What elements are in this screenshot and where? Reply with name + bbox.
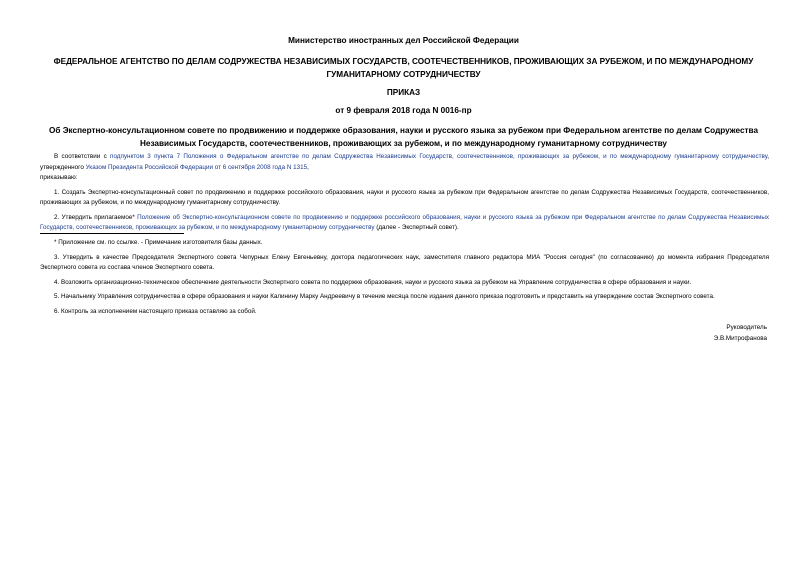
order-body-rest	[40, 238, 769, 321]
preamble-text-end: ,	[307, 163, 309, 171]
footnote-text: * Приложение см. по ссылке. - Примечание изготовителя базы данных.	[54, 239, 263, 246]
signer-title: Руководитель	[726, 324, 767, 331]
preamble-text-mid: , утвержденного	[40, 153, 769, 171]
signer-name: Э.В.Митрофанова	[713, 335, 767, 342]
item-4: 4. Возложить организационно-техническое обеспечение деятельности Экспертного совета по поддержке образования, науки и русского языка за рубежом на Управление сотрудничества в сфере образования и науки.	[54, 278, 692, 286]
footnote-divider	[40, 233, 184, 234]
regulation-document-link[interactable]: Положение об Экспертно-консультационном совете по продвижению и поддержке российского образования, науки и русского языка за рубежом при Федеральном агентстве по делам Содружества Независимых Государств, соотечественников, проживающих за рубежом, и по международному гуманитарному сотрудничеству	[40, 213, 769, 231]
decree-link[interactable]: Указом Президента Российской Федерации от 6 сентября 2008 года N 1315	[85, 163, 308, 171]
order-date: от 9 февраля 2018 года N 0016-пр	[335, 106, 472, 115]
item-2-start: 2. Утвердить прилагаемое*	[54, 213, 138, 221]
order-subject: Об Экспертно-консультационном совете по продвижению и поддержке образования, науки и русского языка за рубежом при Федеральном агентстве по делам Содружества Независимых Государств, соотечественников, проживающих за рубежом, и по международному гуманитарному сотрудничеству	[49, 126, 758, 148]
order-body-main	[40, 152, 769, 238]
ministry-title: Министерство иностранных дел Российской Федерации	[288, 36, 519, 45]
item-2-end: (далее - Экспертный совет).	[374, 224, 459, 231]
item-6: 6. Контроль за исполнением настоящего приказа оставляю за собой.	[54, 307, 257, 315]
regulation-link[interactable]: подпунктом 3 пункта 7 Положения о Федеральном агентстве по делам Содружества Независимых Государств, соотечественников, проживающих за рубежом, и по международному гуманитарному сотрудничеству	[110, 153, 768, 160]
preamble-text-start: В соответствии с	[54, 153, 111, 160]
preamble-paragraph	[40, 152, 769, 173]
signature-block	[714, 322, 767, 344]
order-heading: ПРИКАЗ	[386, 88, 421, 97]
item-5: 5. Начальнику Управления сотрудничества в сфере образования и науки Калинину Марку Андреевичу в течение месяца после издания данного приказа подготовить и представить на утверждение состав Экспертного совета.	[54, 293, 715, 300]
item-1: 1. Создать Экспертно-консультационный совет по продвижению и поддержке российского образования, науки и русского языка за рубежом при Федеральном агентстве по делам Содружества Независимых Государств, соотечественников, проживающих за рубежом, и по международному гуманитарному сотрудничеству.	[40, 188, 769, 206]
item-2	[40, 213, 769, 234]
item-3: 3. Утвердить в качестве Председателя Экспертного совета Чепурных Елену Евгеньевну, доктора педагогических наук, заместителя главного редактора МИА "Россия сегодня" (по согласованию) до момента избрания Председателя Экспертного совета из состава членов Экспертного совета.	[40, 253, 769, 271]
agency-title: ФЕДЕРАЛЬНОЕ АГЕНТСТВО ПО ДЕЛАМ СОДРУЖЕСТВА НЕЗАВИСИМЫХ ГОСУДАРСТВ, СООТЕЧЕСТВЕННИКОВ, ПРОЖИВАЮЩИХ ЗА РУБЕЖОМ, И ПО МЕЖДУНАРОДНОМУ ГУМАНИТАРНОМУ СОТРУДНИЧЕСТВУ	[53, 57, 754, 79]
prikazyvayu-text: приказываю:	[40, 174, 78, 181]
